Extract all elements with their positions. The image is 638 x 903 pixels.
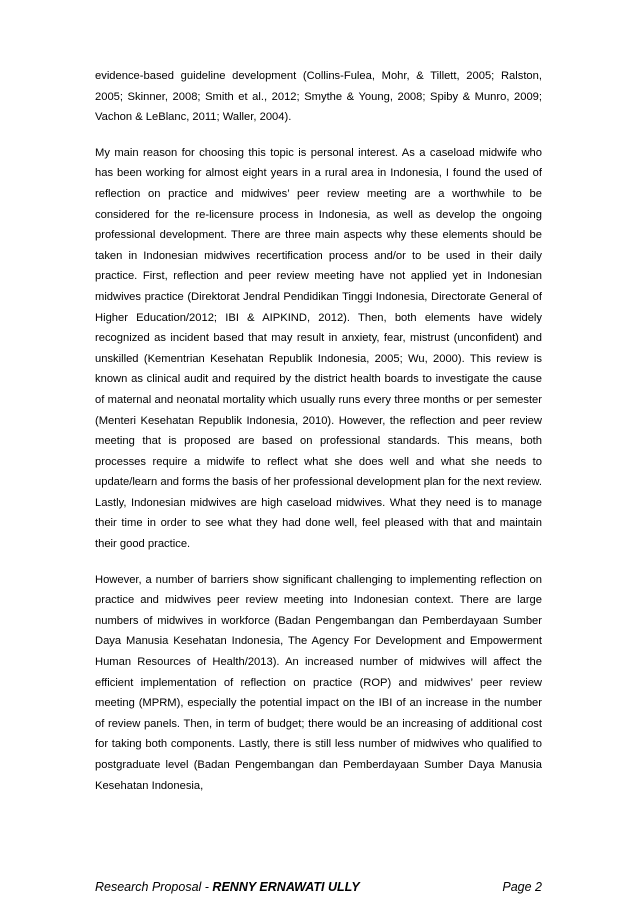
paragraph-citations: evidence-based guideline development (Collins-Fulea, Mohr, & Tillett, 2005; Ralston, 2005; Skinner, 2008; Smith et al., 2012; Smythe & Young, 2008; Spiby & Munro, 2009; Vachon & LeBlanc, 2011; Waller, 2004).	[95, 70, 542, 124]
footer-author: RENNY ERNAWATI ULLY	[212, 880, 360, 894]
footer-label: Research Proposal -	[95, 880, 213, 894]
page-number: Page 2	[502, 880, 542, 894]
paragraph-motivation: My main reason for choosing this topic is personal interest. As a caseload midwife who has been working for almost eight years in a rural area in Indonesia, I found the used of reflection on practice and midwives’ peer review meeting are a worthwhile to be considered for the re-licensure process in Indonesia, as well as develop the ongoing professional development. There are three main aspects why these elements should be taken in Indonesian midwives recertification process and/or to be used in their daily practice. First, reflection and peer review meeting have not applied yet in Indonesian midwives practice (Direktorat Jendral Pendidikan Tinggi Indonesia, Directorate General of Higher Education/2012; IBI & AIPKIND, 2012). Then, both elements have widely recognized as incident based that may result in anxiety, fear, mistrust (unconfident) and unskilled (Kementrian Kesehatan Republik Indonesia, 2005; Wu, 2000). This review is known as clinical audit and required by the district health boards to investigate the cause of maternal and neonatal mortality which usually runs every three months or per semester (Menteri Kesehatan Republik Indonesia, 2010). However, the reflection and peer review meeting that is proposed are based on professional standards. This means, both processes require a midwife to reflect what she does well and what she needs to update/learn and forms the basis of her professional development plan for the next review. Lastly, Indonesian midwives are high caseload midwives. What they need is to manage their time in order to see what they had done well, feel pleased with that and maintain their good practice.	[95, 146, 542, 551]
page-footer	[95, 874, 542, 903]
body-text	[95, 66, 542, 811]
paragraph-barriers: However, a number of barriers show significant challenging to implementing reflection on practice and midwives peer review meeting into Indonesian context. There are large numbers of midwives in workforce (Badan Pengembangan dan Pemberdayaan Sumber Daya Manusia Kesehatan Indonesia, The Agency For Development and Empowerment Human Resources of Health/2013). An increased number of midwives will affect the efficient implementation of reflection on practice (ROP) and midwives’ peer review meeting (MPRM), especially the potential impact on the IBI of an increase in the number of review panels. Then, in term of budget; there would be an increasing of additional cost for taking both components. Lastly, there is still less number of midwives who qualified to postgraduate level (Badan Pengembangan dan Pemberdayaan Sumber Daya Manusia Kesehatan Indonesia,	[95, 573, 542, 792]
footer-title	[95, 878, 360, 896]
